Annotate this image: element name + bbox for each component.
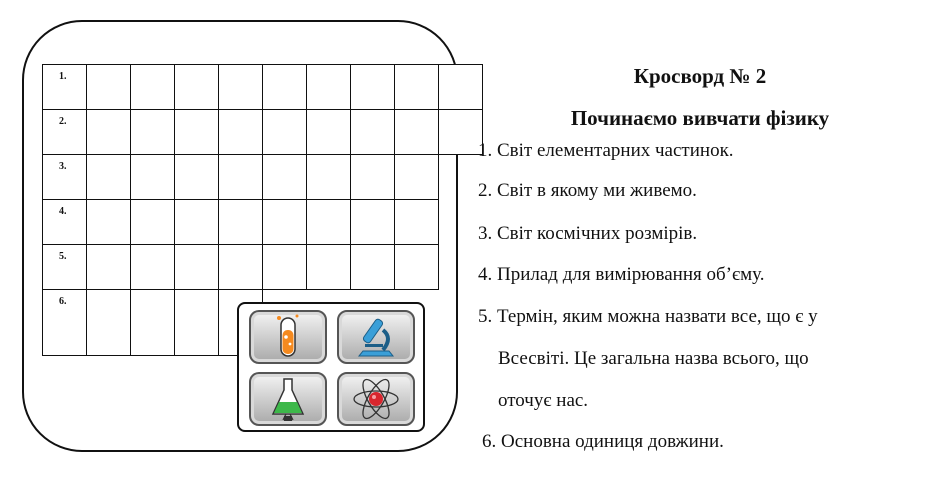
crossword-cell[interactable] [86,289,131,356]
clue-number-cell [42,154,87,200]
question-2: 2. Світ в якому ми живемо. [478,180,697,201]
crossword-cell[interactable] [394,109,439,155]
crossword-cell[interactable] [174,289,219,356]
crossword-cell[interactable] [130,154,175,200]
crossword-cell[interactable] [218,199,263,245]
clue-number-cell [42,64,87,110]
page-subtitle: Починаємо вивчати фізику [570,106,830,130]
crossword-cell[interactable] [130,199,175,245]
crossword-cell[interactable] [438,109,483,155]
crossword-cell[interactable] [218,244,263,290]
clue-number-cell [42,199,87,245]
clue-number-cell [42,289,87,356]
crossword-cell[interactable] [174,199,219,245]
crossword-cell[interactable] [394,199,439,245]
crossword-cell[interactable] [394,154,439,200]
crossword-cell[interactable] [306,199,351,245]
crossword-cell[interactable] [306,244,351,290]
crossword-cell[interactable] [130,64,175,110]
test-tube-icon [249,310,327,364]
crossword-cell[interactable] [86,64,131,110]
crossword-cell[interactable] [218,154,263,200]
crossword-cell[interactable] [218,109,263,155]
crossword-cell[interactable] [86,109,131,155]
crossword-cell[interactable] [350,64,395,110]
crossword-cell[interactable] [350,154,395,200]
crossword-cell[interactable] [174,64,219,110]
clue-number: 5. [59,251,67,262]
crossword-cell[interactable] [86,154,131,200]
crossword-cell[interactable] [438,64,483,110]
crossword-cell[interactable] [394,64,439,110]
crossword-cell[interactable] [306,109,351,155]
question-5-line-1: 5. Термін, яким можна назвати все, що є у [478,306,818,327]
crossword-cell[interactable] [262,244,307,290]
crossword-cell[interactable] [86,199,131,245]
atom-icon [337,372,415,426]
clue-number: 6. [59,296,67,307]
crossword-cell[interactable] [86,244,131,290]
clue-number: 3. [59,161,67,172]
clue-number-cell [42,244,87,290]
crossword-cell[interactable] [306,64,351,110]
clue-number: 4. [59,206,67,217]
question-3: 3. Світ космічних розмірів. [478,223,698,244]
crossword-cell[interactable] [350,109,395,155]
crossword-cell[interactable] [130,289,175,356]
crossword-cell[interactable] [218,64,263,110]
question-5-line-3: оточує нас. [498,390,589,411]
crossword-cell[interactable] [262,199,307,245]
microscope-icon [337,310,415,364]
question-6: 6. Основна одиниця довжини. [482,431,724,452]
crossword-cell[interactable] [130,244,175,290]
crossword-cell[interactable] [262,154,307,200]
crossword-cell[interactable] [394,244,439,290]
crossword-cell[interactable] [174,154,219,200]
crossword-cell[interactable] [174,109,219,155]
crossword-cell[interactable] [350,199,395,245]
crossword-cell[interactable] [262,109,307,155]
crossword-cell[interactable] [262,64,307,110]
clue-number: 2. [59,116,67,127]
crossword-cell[interactable] [174,244,219,290]
flask-icon [249,372,327,426]
crossword-cell[interactable] [130,109,175,155]
crossword-cell[interactable] [350,244,395,290]
question-4: 4. Прилад для вимірювання об’єму. [478,264,765,285]
question-1: 1. Світ елементарних частинок. [478,140,734,161]
page-title: Кросворд № 2 [633,64,767,88]
crossword-cell[interactable] [306,154,351,200]
clue-number: 1. [59,71,67,82]
question-5-line-2: Всесвіті. Це загальна назва всього, що [498,348,809,369]
science-icons-panel [237,302,425,432]
clue-number-cell [42,109,87,155]
